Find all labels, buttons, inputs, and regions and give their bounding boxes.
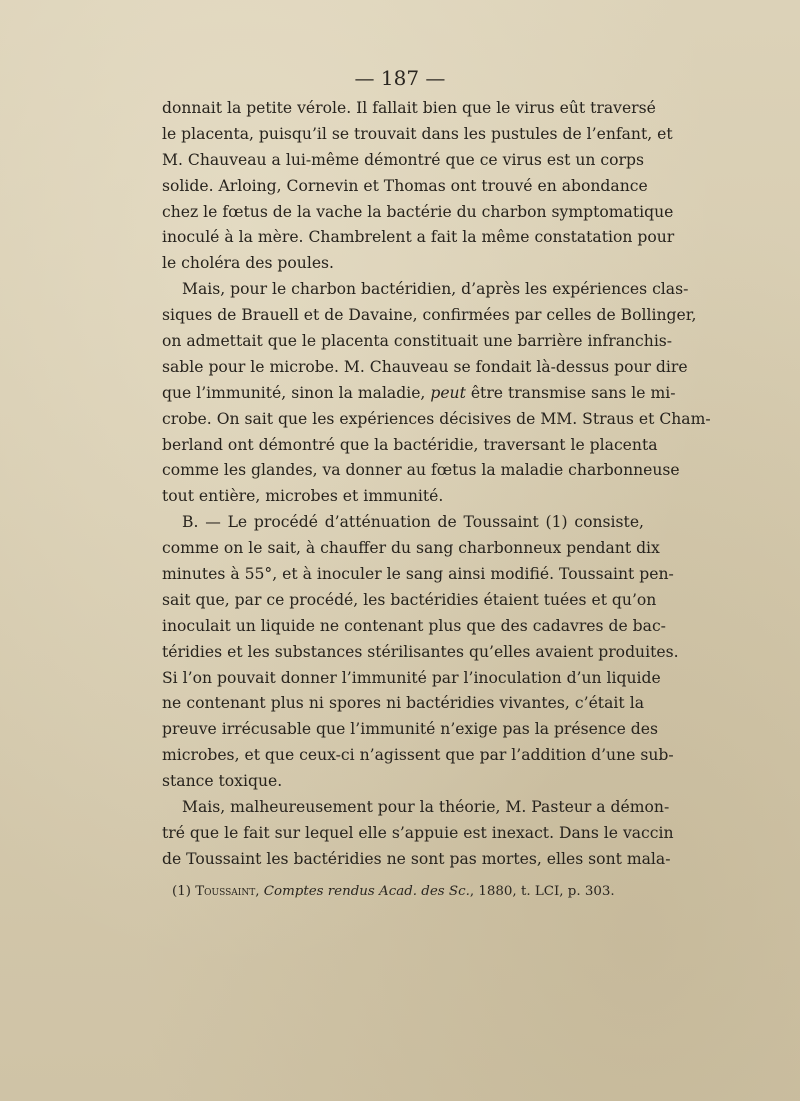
text-line: Mais, pour le charbon bactéridien, d’après les expériences clas- xyxy=(182,280,689,299)
text-line: inoculé à la mère. Chambrelent a fait la même constatation pour xyxy=(162,228,675,247)
text-segment: être transmise sans le mi- xyxy=(465,383,676,402)
text-line: preuve irrécusable que l’immunité n’exige pas la présence des xyxy=(162,720,659,739)
text-line: Si l’on pouvait donner l’immunité par l’inoculation d’un liquide xyxy=(162,668,661,687)
text-line: sait que, par ce procédé, les bactéridies étaient tuées et qu’on xyxy=(162,590,657,609)
text-line: tré que le fait sur lequel elle s’appuie est inexact. Dans le vaccin xyxy=(162,823,674,842)
emphasis-text: peut xyxy=(430,383,466,402)
text-line: Mais, malheureusement pour la théorie, M. Pasteur a démon- xyxy=(182,798,670,817)
text-line: donnait la petite vérole. Il fallait bien que le virus eût traversé xyxy=(162,99,656,117)
text-line: sable pour le microbe. M. Chauveau se fondait là-dessus pour dire xyxy=(162,357,688,376)
text-line: comme les glandes, va donner au fœtus la maladie charbonneuse xyxy=(162,461,680,480)
text-line: stance toxique. xyxy=(162,772,283,791)
footnote-reference: , 1880, t. LCI, p. 303. xyxy=(469,884,615,899)
footnote-author: Toussaint, xyxy=(195,884,260,899)
text-line: berland ont démontré que la bactéridie, traversant le placenta xyxy=(162,435,658,454)
footnote xyxy=(172,884,642,899)
text-line: le choléra des poules. xyxy=(162,254,335,273)
text-line: chez le fœtus de la vache la bactérie du charbon symptomatique xyxy=(162,202,674,221)
text-line: le placenta, puisqu’il se trouvait dans les pustules de l’enfant, et xyxy=(162,124,673,143)
text-line: ne contenant plus ni spores ni bactéridies vivantes, c’était la xyxy=(162,694,644,713)
text-line: crobe. On sait que les expériences décisives de MM. Straus et Cham- xyxy=(162,409,711,428)
text-segment: que l’immunité, sinon la maladie, xyxy=(162,383,431,402)
text-line: B. — Le procédé d’atténuation de Toussaint (1) consiste, xyxy=(182,513,644,532)
text-line: minutes à 55°, et à inoculer le sang ainsi modifié. Toussaint pen- xyxy=(162,565,674,584)
text-line: téridies et les substances stérilisantes qu’elles avaient produites. xyxy=(162,642,679,661)
text-line: solide. Arloing, Cornevin et Thomas ont trouvé en abondance xyxy=(162,176,648,195)
text-line: comme on le sait, à chauffer du sang charbonneux pendant dix xyxy=(162,539,660,558)
text-line xyxy=(162,381,676,407)
footnote-source-title: Comptes rendus Acad. des Sc. xyxy=(263,884,470,899)
text-line: microbes, et que ceux-ci n’agissent que par l’addition d’une sub- xyxy=(162,746,674,765)
text-line: on admettait que le placenta constituait une barrière infranchis- xyxy=(162,332,673,351)
text-line: de Toussaint les bactéridies ne sont pas mortes, elles sont mala- xyxy=(162,849,671,868)
body-text xyxy=(162,96,711,873)
text-line: inoculait un liquide ne contenant plus que des cadavres de bac- xyxy=(162,616,666,635)
text-line: tout entière, microbes et immunité. xyxy=(162,487,444,506)
page-number: — 187 — xyxy=(354,66,446,90)
text-line: siques de Brauell et de Davaine, confirmées par celles de Bollinger, xyxy=(162,306,697,325)
footnote-marker: (1) xyxy=(172,884,191,899)
text-line: M. Chauveau a lui-même démontré que ce virus est un corps xyxy=(162,150,644,169)
